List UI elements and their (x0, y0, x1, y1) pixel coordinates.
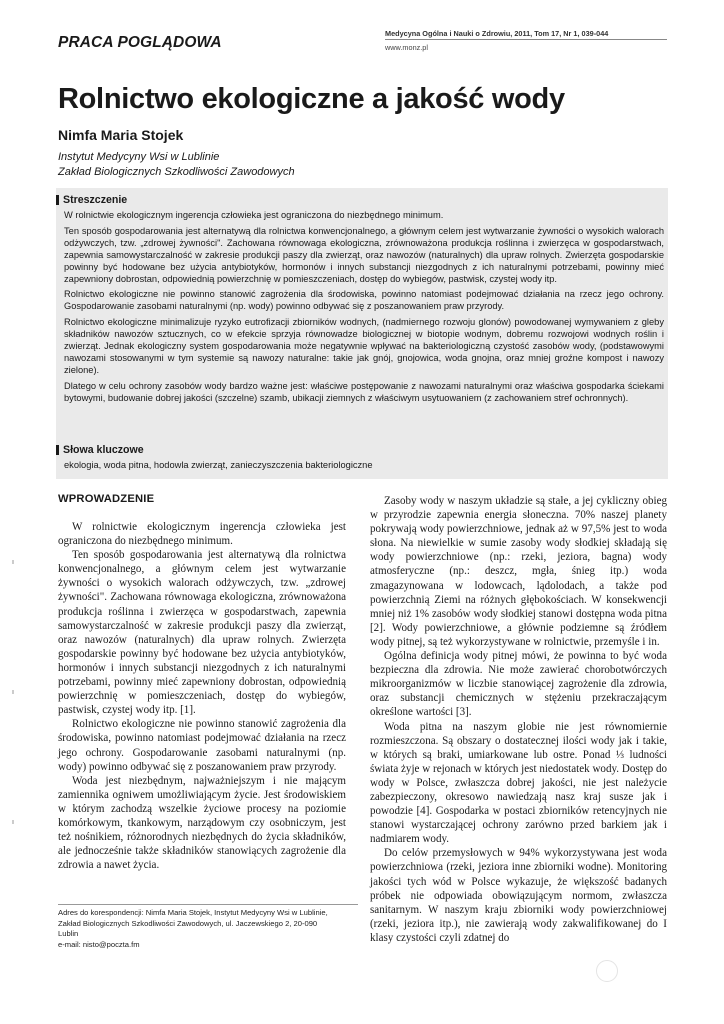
publisher-watermark-icon (596, 960, 618, 982)
abstract-paragraph: Ten sposób gospodarowania jest alternatywą dla rolnictwa konwencjonalnego, a głównym celem jest wytwarzanie żywności o wysokich walorach odżywczych, tzw. „zdrowej żywności". Zachowana równowaga ekologiczna, zrównoważona produkcja roślinna i zwierzęca w gospodarstwach, zapewnia samowystarczalność w zakresie produkcji paszy dla zwierząt, oraz nawozów (naturalnych) dla upraw rolnych. Zwierzęta gospodarskie powinny być hodowane bez użycia antybiotyków, hormonów i innych substancji niezgodnych z ich naturalnymi potrzebami, powinny mieć zapewniony dobrostan, odpowiednią powierzchnię w pomieszczeniach, dostęp do wybiegów, pastwisk, czystej wody itp. (64, 225, 664, 284)
affiliation-institute: Instytut Medycyny Wsi w Lublinie (58, 151, 220, 163)
abstract-heading (56, 194, 127, 206)
correspondence-address (58, 908, 358, 950)
abstract-paragraph: Rolnictwo ekologiczne minimalizuje ryzyko eutrofizacji zbiorników wodnych, (nadmiernego rozwoju glonów) powodowanej wymywaniem z gleby składników nawozów sztucznych, co w efekcie sprzyja równowadze biologicznej w biotopie wodnym, dobremu rozwojowi wodnych roślin i zwierząt. Jednak ekologiczny system gospodarowania może negatywnie wpływać na bakteriologiczną czystość zasobów wody, (podstawowymi nawozami stosowanymi w tym systemie są nawozy naturalne: takie jak gnój, gnojowica, woda gnojna, oraz mniej groźne kompost i nawozy zielone). (64, 317, 664, 375)
body-column-right (370, 494, 667, 945)
body-paragraph: Woda pitna na naszym globie nie jest równomiernie rozmieszczona. Są obszary o dostatecznej ilości wody jak i takie, w których są braki, umiarkowane lub ostre. Ponad ⅓ ludności świata żyje w rejonach w których jest niedostatek wody. Dostęp do wody w Polsce, zwłaszcza dobrej jakości, nie jest należycie zabezpieczony, okresowo nawiedzają nasz kraj susze jak i powodzie [4]. Gospodarka w postaci zbiorników retencyjnych nie stanowi wystarczającej ochrony zarówno przed barkiem jak i nadmiarem wody. (370, 720, 667, 846)
heading-marker (56, 195, 59, 205)
body-paragraph: W rolnictwie ekologicznym ingerencja człowieka jest ograniczona do niezbędnego minimum. (58, 521, 346, 548)
footnote-rule (58, 904, 358, 905)
body-column-left (58, 520, 346, 872)
header-rule (385, 39, 667, 40)
body-paragraph: Ogólna definicja wody pitnej mówi, że powinna to być woda bezpieczna dla zdrowia. Nie może zawierać chorobotwórczych mikroorganizmów w liczbie stanowiącej zagrożenie dla zdrowia, oraz substancji chemicznych w stężeniu przekraczającym określone wartości [3]. (370, 650, 667, 719)
correspondence-line: Lublin (58, 929, 79, 939)
body-paragraph: Ten sposób gospodarowania jest alternatywą dla rolnictwa konwencjonalnego, a głównym celem jest wytwarzanie żywności o wysokich walorach odżywczych, tzw. „zdrowej żywności". Zachowana równowaga ekologiczna, zrównoważona produkcja roślinna i zwierzęca w gospodarstwach, zapewnia samowystarczalność w zakresie produkcji paszy dla zwierząt, oraz nawozów (naturalnych) dla upraw rolnych. Zwierzęta gospodarskie powinny być hodowane bez użycia antybiotyków, hormonów i innych substancji niezgodnych z ich naturalnymi potrzebami, powinny mieć zapewniony dobrostan, odpowiednią powierzchnię w pomieszczeniach, dostęp do wybiegów, pastwisk, czystej wody itp. [1]. (58, 549, 346, 717)
body-paragraph: Zasoby wody w naszym układzie są stałe, a jej cykliczny obieg w przyrodzie zapewnia energia słoneczna. 70% naszej planety pokrywają wody powierzchniowe, jednak aż w 97,5% jest to woda słona. Na niewielkie w sumie zasoby wody słodkiej składają się wody powierzchniowe (np.: rzeki, jeziora, bagna) wody atmosferyczne (np.: deszcz, mgła, śnieg itp.) woda zmagazynowana w lodowcach, lądolodach, a także pod powierzchnią Ziemi na różnych głębokościach. W konsekwencji mniej niż 1% zasobów wody słodkiej stanowi dostępna woda pitna [2]. Wody powierzchniowe, a głównie podziemne są źródłem wody pitnej, są też wykorzystywane w rolnictwie, przemyśle i in. (370, 495, 667, 648)
abstract-text (64, 210, 664, 409)
heading-marker (56, 445, 59, 455)
correspondence-line: Zakład Biologicznych Szkodliwości Zawodowych, ul. Jaczewskiego 2, 20-090 (58, 918, 318, 928)
journal-citation: Medycyna Ogólna i Nauki o Zdrowiu, 2011, Tom 17, Nr 1, 039-044 (385, 29, 609, 38)
correspondence-email[interactable]: e-mail: nisto@poczta.fm (58, 939, 140, 949)
section-heading-introduction: WPROWADZENIE (58, 493, 155, 505)
correspondence-line: Adres do korespondencji: Nimfa Maria Stojek, Instytut Medycyny Wsi w Lublinie, (58, 908, 328, 917)
journal-url[interactable]: www.monz.pl (385, 43, 428, 52)
abstract-box (56, 188, 668, 479)
body-paragraph: Woda jest niezbędnym, najważniejszym i nie mającym zamiennika ogniwem umożliwiającym życie. Jest środowiskiem w którym zachodzą wszelkie życiowe procesy na poziomie komórkowym, tkankowym, narządowym czy osobniczym, jest też nośnikiem, różnorodnych niezbędnych do życia składników, ale jednocześnie także składników stanowiących zagrożenie dla zdrowia a nawet życia. (58, 774, 346, 872)
author-name: Nimfa Maria Stojek (58, 127, 184, 143)
margin-mark (12, 690, 14, 694)
keywords-heading-label: Słowa kluczowe (63, 444, 144, 456)
keywords-heading (56, 444, 144, 456)
margin-mark (12, 820, 14, 824)
section-label: PRACA POGLĄDOWA (58, 34, 222, 51)
keywords-text: ekologia, woda pitna, hodowla zwierząt, zanieczyszczenia bakteriologiczne (64, 460, 373, 470)
body-paragraph: Rolnictwo ekologiczne nie powinno stanowić zagrożenia dla środowiska, powinno natomiast podejmować działania na rzecz jego ochrony. Gospodarowanie zasobami naturalnymi (np. wody) powinno odbywać się z poszanowaniem praw przyrody. (58, 718, 346, 773)
body-paragraph: Do celów przemysłowych w 94% wykorzystywana jest woda powierzchniowa (rzeki, jeziora inne zbiorniki wodne). Monitoring jakości tych wód w Polsce wykazuje, że większość badanych próbek nie odpowiada obowiązującym normom, zwłaszcza sanitarnym. W naszym kraju zbiorniki wody powierzchniowej (rzeki, jeziora itp.), nie zawierają wody zakwalifikowanej do I klasy czystości czyli zdatnej do (370, 847, 667, 944)
abstract-paragraph: Rolnictwo ekologiczne nie powinno stanowić zagrożenia dla środowiska, powinno natomiast podejmować działania na rzecz jego ochrony. Gospodarowanie zasobami naturalnymi (np. wody) powinno odbywać się z poszanowaniem praw przyrody. (64, 289, 664, 312)
margin-mark (12, 560, 14, 564)
abstract-paragraph: Dlatego w celu ochrony zasobów wody bardzo ważne jest: właściwe postępowanie z nawozami naturalnymi oraz właściwa gospodarka ściekami bytowymi, budowanie dobrej jakości (szczelne) szamb, ubikacji ziemnych z właściwym usytuowaniem (z zachowaniem stref ochronnych). (64, 380, 664, 403)
article-title: Rolnictwo ekologiczne a jakość wody (58, 83, 565, 115)
abstract-paragraph: W rolnictwie ekologicznym ingerencja człowieka jest ograniczona do niezbędnego minimum. (64, 210, 444, 220)
affiliation-department: Zakład Biologicznych Szkodliwości Zawodowych (58, 166, 295, 178)
abstract-heading-label: Streszczenie (63, 194, 128, 206)
